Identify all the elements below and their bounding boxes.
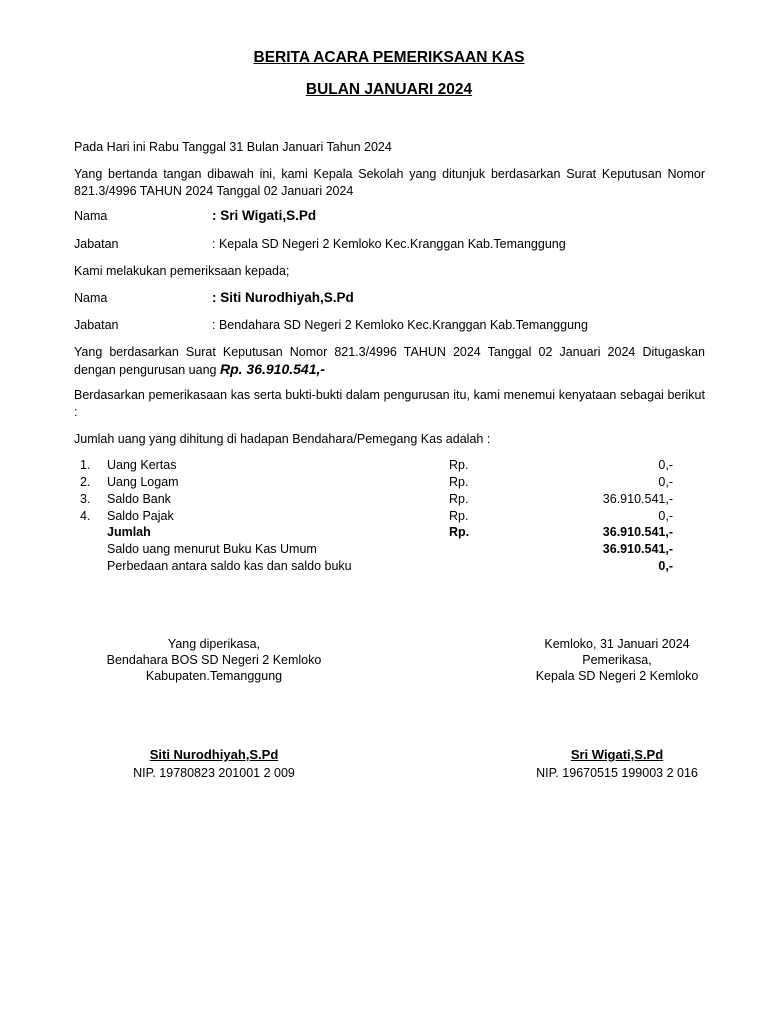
document-title: BERITA ACARA PEMERIKSAAN KAS bbox=[253, 49, 525, 66]
total-label: Jumlah bbox=[107, 525, 151, 539]
item-label: Saldo Pajak bbox=[107, 509, 174, 523]
right-signatory-nip: NIP. 19670515 199003 2 016 bbox=[536, 766, 698, 780]
book-balance-label: Saldo uang menurut Buku Kas Umum bbox=[107, 542, 317, 556]
intro-text: Pada Hari ini Rabu Tanggal 31 Bulan Januari Tahun 2024 bbox=[74, 140, 392, 154]
findings-text: Berdasarkan pemerikasaan kas serta bukti-bukti dalam pengurusan itu, kami menemui kenyataan sebagai berikut : bbox=[74, 388, 705, 419]
total-currency: Rp. bbox=[449, 525, 470, 539]
item-number: 3. bbox=[80, 492, 91, 506]
item-amount: 0,- bbox=[658, 458, 673, 472]
examiner-position-value: : Kepala SD Negeri 2 Kemloko Kec.Kranggan Kab.Temanggung bbox=[212, 237, 566, 251]
declaration-text: Yang bertanda tangan dibawah ini, kami Kepala Sekolah yang ditunjuk berdasarkan Surat Keputusan Nomor 821.3/4996 TAHUN 2024 Tanggal 02 Januari 2024 bbox=[74, 167, 705, 198]
assignment-amount: Rp. 36.910.541,- bbox=[219, 361, 326, 377]
right-signatory-name: Sri Wigati,S.Pd bbox=[570, 747, 664, 762]
item-amount: 0,- bbox=[658, 475, 673, 489]
item-label: Uang Logam bbox=[107, 475, 179, 489]
total-amount: 36.910.541,- bbox=[602, 525, 673, 539]
right-signature-block bbox=[487, 636, 747, 684]
book-balance-amount: 36.910.541,- bbox=[602, 542, 673, 556]
examiner-name-label: Nama bbox=[74, 209, 108, 223]
difference-label: Perbedaan antara saldo kas dan saldo buku bbox=[107, 559, 352, 573]
document-subtitle: BULAN JANUARI 2024 bbox=[305, 81, 473, 98]
difference-amount: 0,- bbox=[658, 559, 673, 573]
count-intro-text: Jumlah uang yang dihitung di hadapan Bendahara/Pemegang Kas adalah : bbox=[74, 432, 491, 446]
examining-to-text: Kami melakukan pemeriksaan kepada; bbox=[74, 264, 290, 278]
examinee-name-label: Nama bbox=[74, 291, 108, 305]
left-signatory-name: Siti Nurodhiyah,S.Pd bbox=[149, 747, 279, 762]
left-signature-block bbox=[84, 636, 344, 684]
right-signature-line2: Pemerikasa, bbox=[582, 653, 652, 667]
item-currency: Rp. bbox=[449, 458, 469, 472]
examiner-name-value: : Sri Wigati,S.Pd bbox=[212, 208, 317, 223]
item-currency: Rp. bbox=[449, 509, 469, 523]
assignment-paragraph bbox=[74, 344, 705, 379]
examinee-name-value: : Siti Nurodhiyah,S.Pd bbox=[212, 290, 354, 305]
item-number: 4. bbox=[80, 509, 91, 523]
item-label: Uang Kertas bbox=[107, 458, 177, 472]
item-amount: 0,- bbox=[658, 509, 673, 523]
left-signature-line3: Kabupaten.Temanggung bbox=[145, 669, 283, 683]
examiner-position-label: Jabatan bbox=[74, 237, 119, 251]
left-signature-line2: Bendahara BOS SD Negeri 2 Kemloko bbox=[106, 653, 322, 667]
item-currency: Rp. bbox=[449, 492, 469, 506]
item-amount: 36.910.541,- bbox=[602, 492, 673, 506]
item-number: 1. bbox=[80, 458, 91, 472]
examinee-position-value: : Bendahara SD Negeri 2 Kemloko Kec.Kranggan Kab.Temanggung bbox=[212, 318, 588, 332]
right-signature-line3: Kepala SD Negeri 2 Kemloko bbox=[535, 669, 699, 683]
examinee-position-label: Jabatan bbox=[74, 318, 119, 332]
item-currency: Rp. bbox=[449, 475, 469, 489]
item-label: Saldo Bank bbox=[107, 492, 171, 506]
item-number: 2. bbox=[80, 475, 91, 489]
assignment-text: Yang berdasarkan Surat Keputusan Nomor 821.3/4996 TAHUN 2024 Tanggal 02 Januari 2024 Ditugaskan dengan pengurusan uang bbox=[74, 345, 705, 377]
left-signatory-nip: NIP. 19780823 201001 2 009 bbox=[133, 766, 295, 780]
left-signature-line1: Yang diperikasa, bbox=[167, 637, 261, 651]
right-signature-line1: Kemloko, 31 Januari 2024 bbox=[544, 637, 690, 651]
